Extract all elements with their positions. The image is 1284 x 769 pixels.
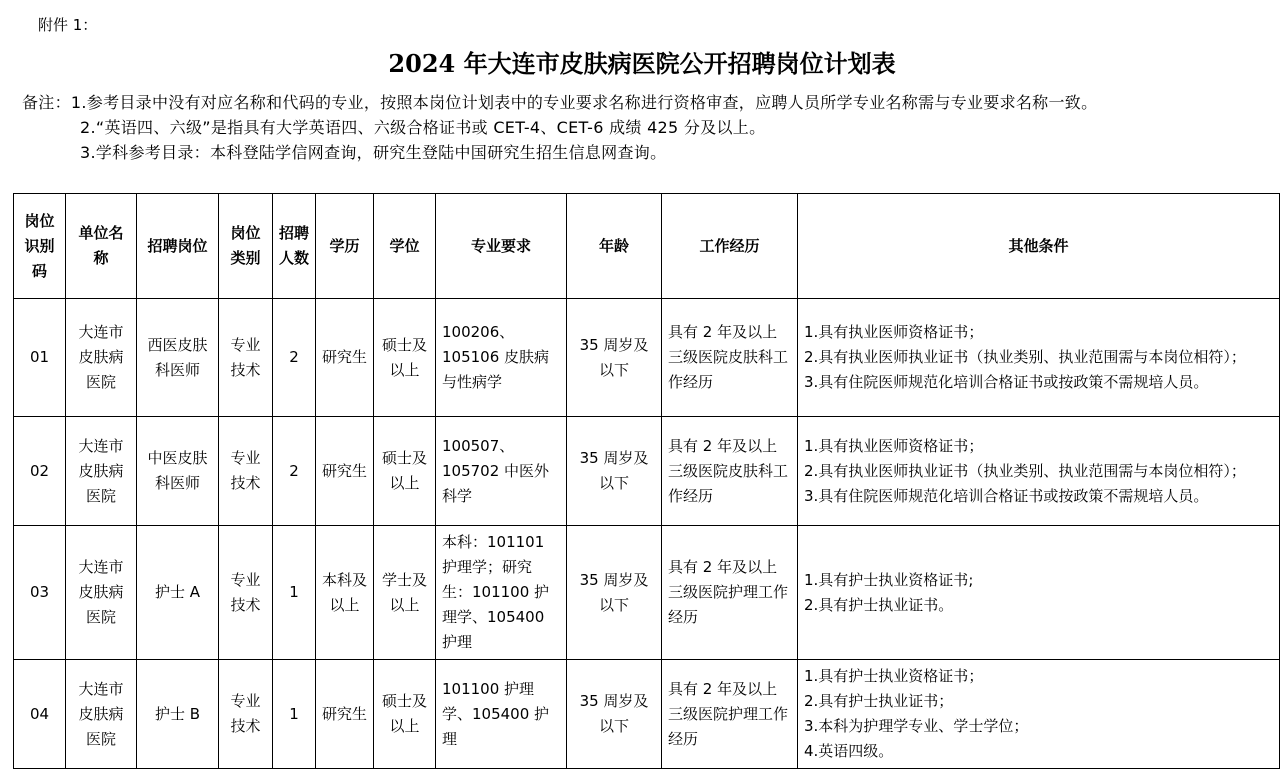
header-cell: 招聘岗位 bbox=[137, 194, 219, 299]
conditions-cell bbox=[798, 417, 1280, 526]
count-cell: 2 bbox=[273, 299, 316, 417]
education-cell: 研究生 bbox=[316, 660, 374, 769]
table-row bbox=[14, 526, 1280, 660]
age-cell: 35 周岁及以下 bbox=[567, 299, 662, 417]
position-cell: 护士 B bbox=[137, 660, 219, 769]
condition-item: 3.具有住院医师规范化培训合格证书或按政策不需规培人员。 bbox=[804, 373, 1209, 391]
page-title: 2024 年大连市皮肤病医院公开招聘岗位计划表 bbox=[388, 49, 896, 78]
notes-block bbox=[22, 90, 1270, 165]
note-line-1: 备注：1.参考目录中没有对应名称和代码的专业，按照本岗位计划表中的专业要求名称进行资格审查，应聘人员所学专业名称需与专业要求名称一致。 bbox=[22, 93, 1098, 112]
recruitment-table bbox=[13, 193, 1280, 769]
unit-cell: 大连市皮肤病医院 bbox=[66, 417, 137, 526]
condition-item: 2.具有护士执业证书。 bbox=[804, 595, 954, 614]
code-cell: 04 bbox=[14, 660, 66, 769]
condition-item: 4.英语四级。 bbox=[804, 742, 894, 760]
count-cell: 1 bbox=[273, 660, 316, 769]
major-cell: 100507、105702 中医外科学 bbox=[436, 417, 567, 526]
position-cell: 中医皮肤科医师 bbox=[137, 417, 219, 526]
table-row bbox=[14, 299, 1280, 417]
header-cell: 工作经历 bbox=[662, 194, 798, 299]
table-row bbox=[14, 660, 1280, 769]
header-cell: 年龄 bbox=[567, 194, 662, 299]
major-cell: 本科：101101 护理学；研究生：101100 护理学、105400 护理 bbox=[436, 526, 567, 660]
category-cell: 专业技术 bbox=[219, 417, 273, 526]
conditions-cell bbox=[798, 299, 1280, 417]
education-cell: 研究生 bbox=[316, 417, 374, 526]
condition-item: 1.具有护士执业资格证书； bbox=[804, 667, 984, 685]
unit-cell: 大连市皮肤病医院 bbox=[66, 660, 137, 769]
degree-cell: 硕士及以上 bbox=[374, 660, 436, 769]
unit-cell: 大连市皮肤病医院 bbox=[66, 299, 137, 417]
category-cell: 专业技术 bbox=[219, 526, 273, 660]
conditions-cell bbox=[798, 660, 1280, 769]
age-cell: 35 周岁及以下 bbox=[567, 660, 662, 769]
header-cell: 学历 bbox=[316, 194, 374, 299]
age-cell: 35 周岁及以下 bbox=[567, 417, 662, 526]
unit-cell: 大连市皮肤病医院 bbox=[66, 526, 137, 660]
header-cell: 学位 bbox=[374, 194, 436, 299]
education-cell: 本科及以上 bbox=[316, 526, 374, 660]
condition-item: 1.具有执业医师资格证书； bbox=[804, 323, 984, 341]
code-cell: 01 bbox=[14, 299, 66, 417]
count-cell: 1 bbox=[273, 526, 316, 660]
count-cell: 2 bbox=[273, 417, 316, 526]
major-cell: 100206、105106 皮肤病与性病学 bbox=[436, 299, 567, 417]
note-line-2: 2.“英语四、六级”是指具有大学英语四、六级合格证书或 CET-4、CET-6 成绩 425 分及以上。 bbox=[80, 118, 766, 137]
age-cell: 35 周岁及以下 bbox=[567, 526, 662, 660]
experience-cell: 具有 2 年及以上三级医院皮肤科工作经历 bbox=[662, 417, 798, 526]
experience-cell: 具有 2 年及以上三级医院护理工作经历 bbox=[662, 526, 798, 660]
header-cell: 专业要求 bbox=[436, 194, 567, 299]
condition-item: 1.具有护士执业资格证书; bbox=[804, 570, 974, 589]
experience-cell: 具有 2 年及以上三级医院皮肤科工作经历 bbox=[662, 299, 798, 417]
header-cell: 招聘人数 bbox=[273, 194, 316, 299]
table-row bbox=[14, 417, 1280, 526]
condition-item: 3.具有住院医师规范化培训合格证书或按政策不需规培人员。 bbox=[804, 486, 1209, 505]
degree-cell: 硕士及以上 bbox=[374, 299, 436, 417]
header-cell: 其他条件 bbox=[798, 194, 1280, 299]
condition-item: 2.具有执业医师执业证书（执业类别、执业范围需与本岗位相符）； bbox=[804, 348, 1246, 366]
table-header-row bbox=[14, 194, 1280, 299]
experience-cell: 具有 2 年及以上三级医院护理工作经历 bbox=[662, 660, 798, 769]
header-cell: 单位名称 bbox=[66, 194, 137, 299]
condition-item: 1.具有执业医师资格证书； bbox=[804, 436, 984, 455]
category-cell: 专业技术 bbox=[219, 299, 273, 417]
code-cell: 02 bbox=[14, 417, 66, 526]
condition-item: 2.具有执业医师执业证书（执业类别、执业范围需与本岗位相符）； bbox=[804, 461, 1246, 480]
position-cell: 护士 A bbox=[137, 526, 219, 660]
note-line-3: 3.学科参考目录：本科登陆学信网查询，研究生登陆中国研究生招生信息网查询。 bbox=[80, 143, 667, 162]
education-cell: 研究生 bbox=[316, 299, 374, 417]
major-cell: 101100 护理学、105400 护理 bbox=[436, 660, 567, 769]
condition-item: 2.具有护士执业证书； bbox=[804, 692, 954, 710]
header-cell: 岗位识别码 bbox=[14, 194, 66, 299]
header-cell: 岗位类别 bbox=[219, 194, 273, 299]
position-cell: 西医皮肤科医师 bbox=[137, 299, 219, 417]
condition-item: 3.本科为护理学专业、学士学位； bbox=[804, 717, 1029, 735]
category-cell: 专业技术 bbox=[219, 660, 273, 769]
degree-cell: 硕士及以上 bbox=[374, 417, 436, 526]
conditions-cell bbox=[798, 526, 1280, 660]
code-cell: 03 bbox=[14, 526, 66, 660]
degree-cell: 学士及以上 bbox=[374, 526, 436, 660]
attachment-label: 附件 1： bbox=[38, 16, 98, 34]
